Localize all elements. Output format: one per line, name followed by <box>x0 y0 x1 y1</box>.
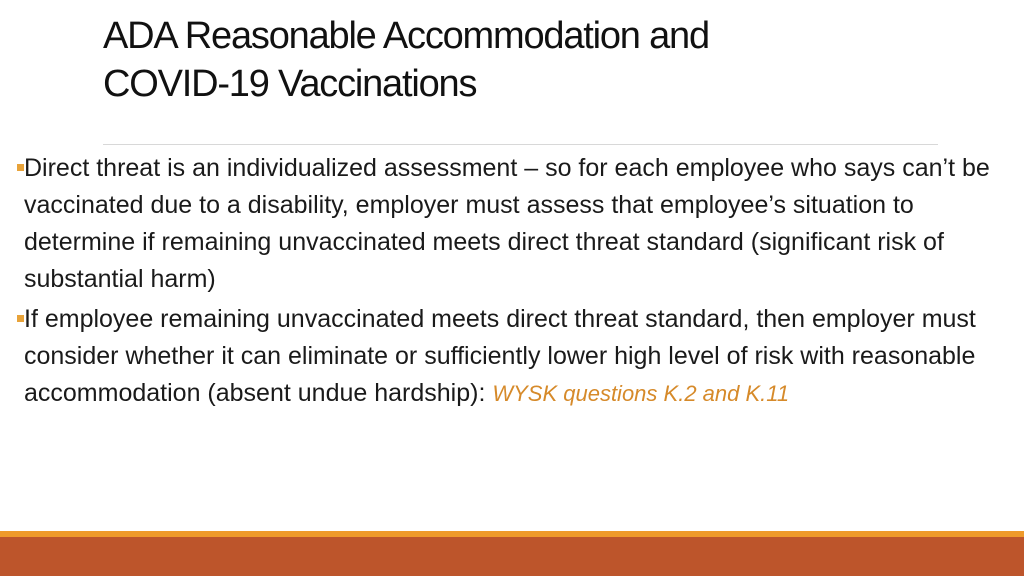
slide-title <box>103 12 963 108</box>
square-bullet-icon <box>17 315 24 322</box>
square-bullet-icon <box>17 164 24 171</box>
bullet-text: If employee remaining unvaccinated meets direct threat standard, then employer must consider whether it can eliminate or sufficiently lower high level of risk with reasonable accommodation (absent undue hardship): <box>24 305 976 407</box>
slide-title-line-1: ADA Reasonable Accommodation and <box>103 15 709 57</box>
wysk-reference-link[interactable]: WYSK questions K.2 and K.11 <box>492 381 790 406</box>
bullet-item-direct-threat <box>18 150 1008 298</box>
bullet-text: Direct threat is an individualized assessment – so for each employee who says can’t be vaccinated due to a disability, employer must assess that employee’s situation to determine if remaining unvaccinated meets direct threat standard (significant risk of substantial harm) <box>24 154 990 293</box>
footer-bar <box>0 537 1024 576</box>
bullet-list <box>18 150 1008 415</box>
bullet-item-reasonable-accommodation <box>18 301 1008 412</box>
title-divider <box>103 144 938 145</box>
slide-title-line-2: COVID-19 Vaccinations <box>103 63 477 105</box>
